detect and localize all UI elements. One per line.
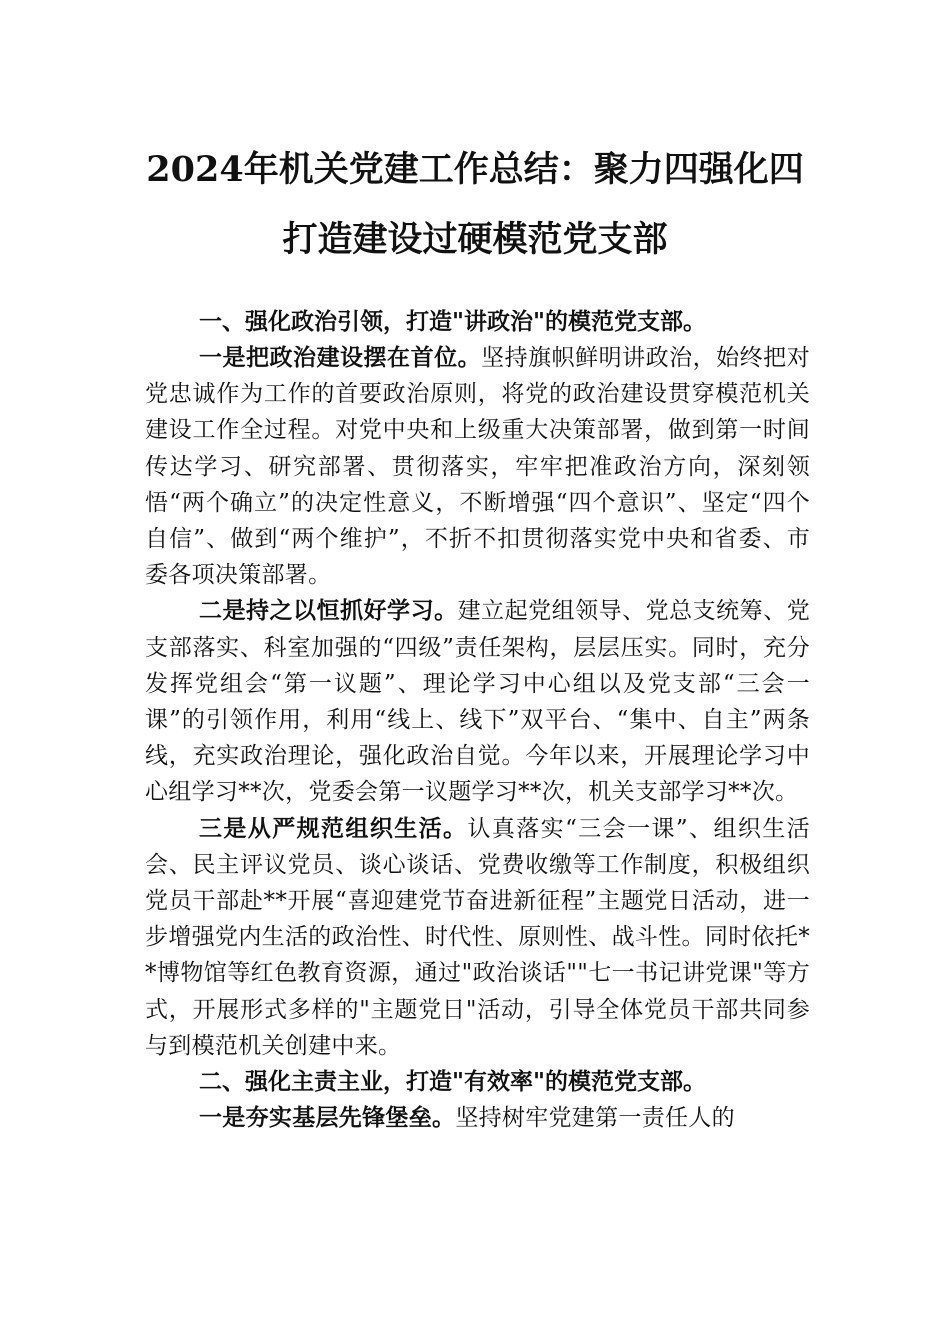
- paragraph-lead: 二是持之以恒抓好学习。: [199, 597, 458, 625]
- paragraph-2: [145, 593, 810, 810]
- paragraph-lead: 三是从严规范组织生活。: [199, 814, 468, 842]
- paragraph-4: [145, 1100, 810, 1136]
- paragraph-lead: 一是把政治建设摆在首位。: [199, 344, 482, 371]
- document-body: [145, 304, 810, 1136]
- paragraph-text: 认真落实“三会一课”、组织生活会、民主评议党员、谈心谈话、党费收缴等工作制度，积极组织党员干部赴**开展“喜迎建党节奋进新征程”主题党日活动，进一步增强党内生活的政治性、时代性、原则性、战斗性。同时依托**博物馆等红色教育资源，通过"政治谈话""七一书记讲党课"等方式，开展形式多样的"主题党日"活动，引导全体党员干部共同参与到模范机关创建中来。: [145, 815, 810, 1059]
- paragraph-3: [145, 811, 810, 1064]
- paragraph-lead: 一是夯实基层先锋堡垒。: [199, 1104, 456, 1132]
- paragraph-1: [145, 340, 810, 593]
- paragraph-text: 坚持旗帜鲜明讲政治，始终把对党忠诚作为工作的首要政治原则，将党的政治建设贯穿模范机关建设工作全过程。对党中央和上级重大决策部署，做到第一时间传达学习、研究部署、贯彻落实，牢牢把准政治方向，深刻领悟“两个确立”的决定性意义，不断增强“四个意识”、坚定“四个自信”、做到“两个维护”，不折不扣贯彻落实党中央和省委、市委各项决策部署。: [145, 345, 810, 589]
- section-heading-1: 一、强化政治引领，打造"讲政治"的模范党支部。: [199, 309, 706, 335]
- paragraph-text: 坚持树牢党建第一责任人的: [455, 1105, 735, 1132]
- document-title-line-1: 2024年机关党建工作总结：聚力四强化四: [146, 149, 804, 190]
- section-heading-2: 二、强化主责主业，打造"有效率"的模范党支部。: [199, 1069, 706, 1096]
- document-title-line-2: 打造建设过硬模范党支部: [282, 219, 668, 260]
- paragraph-text: 建立起党组领导、党总支统筹、党支部落实、科室加强的“四级”责任架构，层层压实。同时，充分发挥党组会“第一议题”、理论学习中心组以及党支部“三会一课”的引领作用，利用“线上、线下”双平台、“集中、自主”两条线，充实政治理论，强化政治自觉。今年以来，开展理论学习中心组学习**次，党委会第一议题学习**次，机关支部学习**次。: [145, 598, 810, 806]
